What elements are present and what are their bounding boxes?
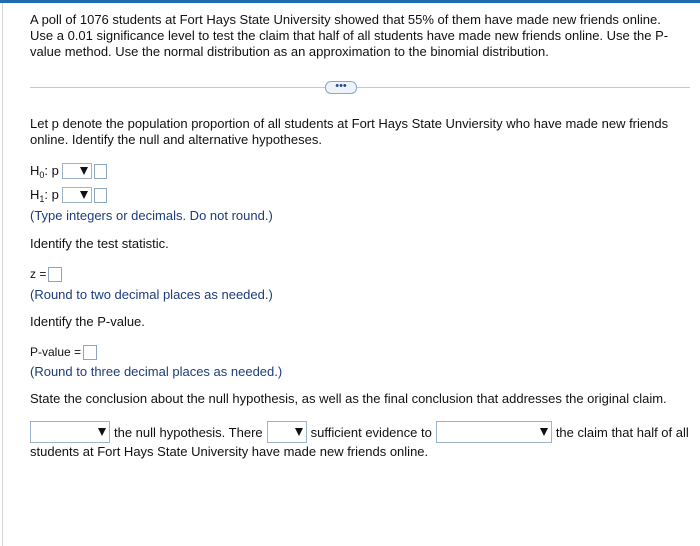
dropdown-arrow-icon (540, 428, 548, 436)
expand-more-button[interactable]: ••• (325, 81, 357, 94)
h1-label: $H_1$: p (30, 186, 59, 204)
dropdown-arrow-icon (80, 191, 88, 199)
conclusion-text-2: sufficient evidence to (310, 424, 432, 440)
p-value-prompt: Identify the P-value. (30, 314, 145, 329)
z-row (30, 265, 62, 283)
z-input[interactable] (48, 267, 62, 282)
p-value-input[interactable] (83, 345, 97, 360)
evidence-dropdown[interactable] (267, 421, 307, 443)
h0-label: $H_0$: p (30, 162, 59, 180)
z-hint: (Round to two decimal places as needed.) (30, 287, 273, 302)
h1-operator-dropdown[interactable] (62, 187, 92, 203)
p-value-hint: (Round to three decimal places as needed.) (30, 364, 283, 379)
conclusion-text-1: the null hypothesis. There (114, 424, 263, 440)
conclusion-text-3: the claim that half of all (555, 424, 689, 440)
h1-value-input[interactable] (94, 188, 107, 203)
z-label: z = (30, 267, 47, 281)
question-text: A poll of 1076 students at Fort Hays State University showed that 55% of them have made new friends online. Use a 0.01 significance level to test the claim that half of all students have made new friends online. Use the P-value method. Use the normal distribution as an approximation to the binomial distribution. (30, 12, 669, 59)
p-value-label: P-value = (30, 345, 82, 359)
conclusion-text-4: students at Fort Hays State University have made new friends online. (30, 444, 429, 459)
p-value-row (30, 343, 97, 361)
h0-row (30, 161, 107, 181)
section-divider (30, 87, 690, 88)
dropdown-arrow-icon (98, 428, 106, 436)
top-accent-bar (0, 0, 700, 3)
h0-operator-dropdown[interactable] (62, 163, 92, 179)
conclusion-row (30, 421, 689, 443)
dropdown-arrow-icon (295, 428, 303, 436)
hypotheses-intro: Let p denote the population proportion of all students at Fort Hays State Unviersity who have made new friends online. Identify the null and alternative hypotheses. (30, 116, 669, 147)
claim-action-dropdown[interactable] (436, 421, 552, 443)
h1-row (30, 185, 107, 205)
h0-value-input[interactable] (94, 164, 107, 179)
test-statistic-prompt: Identify the test statistic. (30, 236, 169, 251)
left-border (2, 3, 3, 546)
dropdown-arrow-icon (80, 167, 88, 175)
null-decision-dropdown[interactable] (30, 421, 110, 443)
hypotheses-hint: (Type integers or decimals. Do not round.) (30, 208, 273, 223)
conclusion-prompt: State the conclusion about the null hypothesis, as well as the final conclusion that addresses the original claim. (30, 391, 667, 406)
